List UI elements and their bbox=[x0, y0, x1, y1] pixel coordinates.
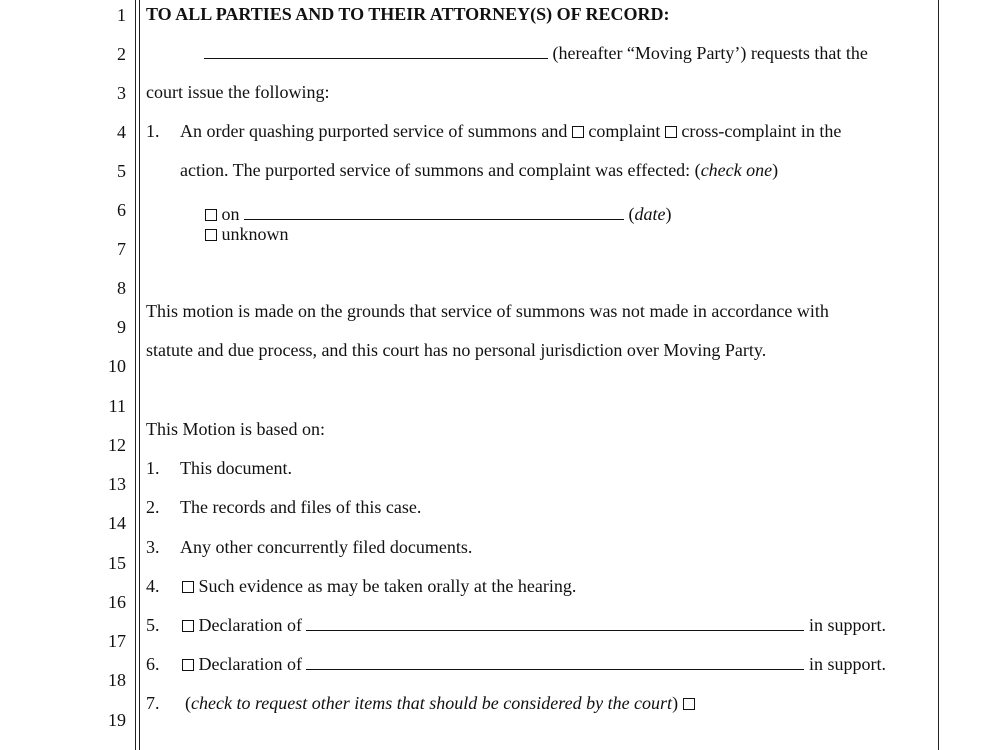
unknown-checkbox[interactable] bbox=[205, 229, 217, 241]
heading-text: TO ALL PARTIES AND TO THEIR ATTORNEY(S) OF RECORD: bbox=[146, 4, 670, 24]
date-close-paren: ) bbox=[665, 204, 672, 224]
based-on-text: Declaration of bbox=[198, 615, 302, 635]
line-number: 10 bbox=[108, 356, 126, 376]
based-on-number: 7. bbox=[146, 693, 160, 713]
on-date-line bbox=[205, 203, 672, 225]
based-on-number: 5. bbox=[146, 615, 160, 635]
line-number: 11 bbox=[108, 396, 126, 416]
line-number: 3 bbox=[117, 83, 126, 103]
line-number: 6 bbox=[117, 200, 126, 220]
moving-party-blank[interactable] bbox=[204, 42, 548, 59]
on-label: on bbox=[221, 204, 240, 224]
service-effected-text: action. The purported service of summons and complaint was effected: ( bbox=[180, 160, 701, 180]
based-on-number: 4. bbox=[146, 576, 160, 596]
cross-complaint-checkbox[interactable] bbox=[665, 126, 677, 138]
declaration-1-blank[interactable] bbox=[306, 614, 804, 631]
based-on-text: Any other concurrently filed documents. bbox=[180, 537, 473, 557]
other-items-text: check to request other items that should be considered by the court bbox=[191, 693, 673, 713]
in-support-text: in support. bbox=[808, 654, 886, 674]
close-paren: ) bbox=[772, 160, 779, 180]
based-on-number: 2. bbox=[146, 497, 160, 517]
line-number: 4 bbox=[117, 122, 126, 142]
item-1-text: An order quashing purported service of summons and bbox=[180, 121, 568, 141]
line-number: 1 bbox=[117, 5, 126, 25]
based-on-number: 6. bbox=[146, 654, 160, 674]
item-1-continuation bbox=[180, 159, 778, 181]
line-number: 16 bbox=[108, 592, 126, 612]
line-number: 8 bbox=[117, 278, 126, 298]
check-one-text: check one bbox=[700, 160, 773, 180]
cross-complaint-label: cross-complaint in the bbox=[681, 121, 842, 141]
oral-evidence-checkbox[interactable] bbox=[182, 581, 194, 593]
in-support-text: in support. bbox=[808, 615, 886, 635]
other-close-paren: ) bbox=[672, 693, 679, 713]
line-number: 15 bbox=[108, 553, 126, 573]
date-label: date bbox=[634, 204, 666, 224]
moving-party-text: (hereafter “Moving Party’) requests that the bbox=[552, 43, 868, 63]
left-margin-rule-inner bbox=[139, 0, 140, 750]
line-number: 7 bbox=[117, 239, 126, 259]
date-open-paren: ( bbox=[628, 204, 635, 224]
complaint-label: complaint bbox=[588, 121, 661, 141]
moving-party-line bbox=[204, 42, 868, 64]
line-number: 14 bbox=[108, 513, 126, 533]
line-number: 19 bbox=[108, 710, 126, 730]
item-1-line bbox=[180, 120, 841, 142]
other-open-paren: ( bbox=[185, 693, 191, 713]
based-on-text: This document. bbox=[180, 458, 292, 478]
left-margin-rule bbox=[135, 0, 136, 750]
grounds-line-1: This motion is made on the grounds that service of summons was not made in accordance with bbox=[146, 301, 829, 321]
declaration-1-checkbox[interactable] bbox=[182, 620, 194, 632]
date-blank[interactable] bbox=[244, 203, 624, 220]
based-on-text: Such evidence as may be taken orally at the hearing. bbox=[198, 576, 577, 596]
based-on-text: The records and files of this case. bbox=[180, 497, 422, 517]
on-date-checkbox[interactable] bbox=[205, 209, 217, 221]
based-on-intro: This Motion is based on: bbox=[146, 419, 325, 439]
declaration-line-1 bbox=[182, 614, 886, 636]
based-on-text: Declaration of bbox=[198, 654, 302, 674]
grounds-line-2: statute and due process, and this court has no personal jurisdiction over Moving Party. bbox=[146, 340, 767, 360]
based-on-number: 3. bbox=[146, 537, 160, 557]
line-number: 9 bbox=[117, 317, 126, 337]
line-number: 12 bbox=[108, 435, 126, 455]
complaint-checkbox[interactable] bbox=[572, 126, 584, 138]
item-1-number: 1. bbox=[146, 121, 160, 141]
line-number: 18 bbox=[108, 670, 126, 690]
court-issue-text: court issue the following: bbox=[146, 82, 330, 102]
unknown-label: unknown bbox=[221, 224, 289, 244]
declaration-2-checkbox[interactable] bbox=[182, 659, 194, 671]
line-number: 5 bbox=[117, 161, 126, 181]
other-items-checkbox[interactable] bbox=[683, 698, 695, 710]
declaration-line-2 bbox=[182, 653, 886, 675]
right-margin-rule bbox=[938, 0, 939, 750]
line-number: 13 bbox=[108, 474, 126, 494]
oral-evidence-line bbox=[182, 575, 576, 597]
line-number: 2 bbox=[117, 44, 126, 64]
unknown-line bbox=[205, 223, 289, 245]
declaration-2-blank[interactable] bbox=[306, 653, 804, 670]
line-number: 17 bbox=[108, 631, 126, 651]
other-items-line bbox=[185, 692, 695, 714]
based-on-number: 1. bbox=[146, 458, 160, 478]
